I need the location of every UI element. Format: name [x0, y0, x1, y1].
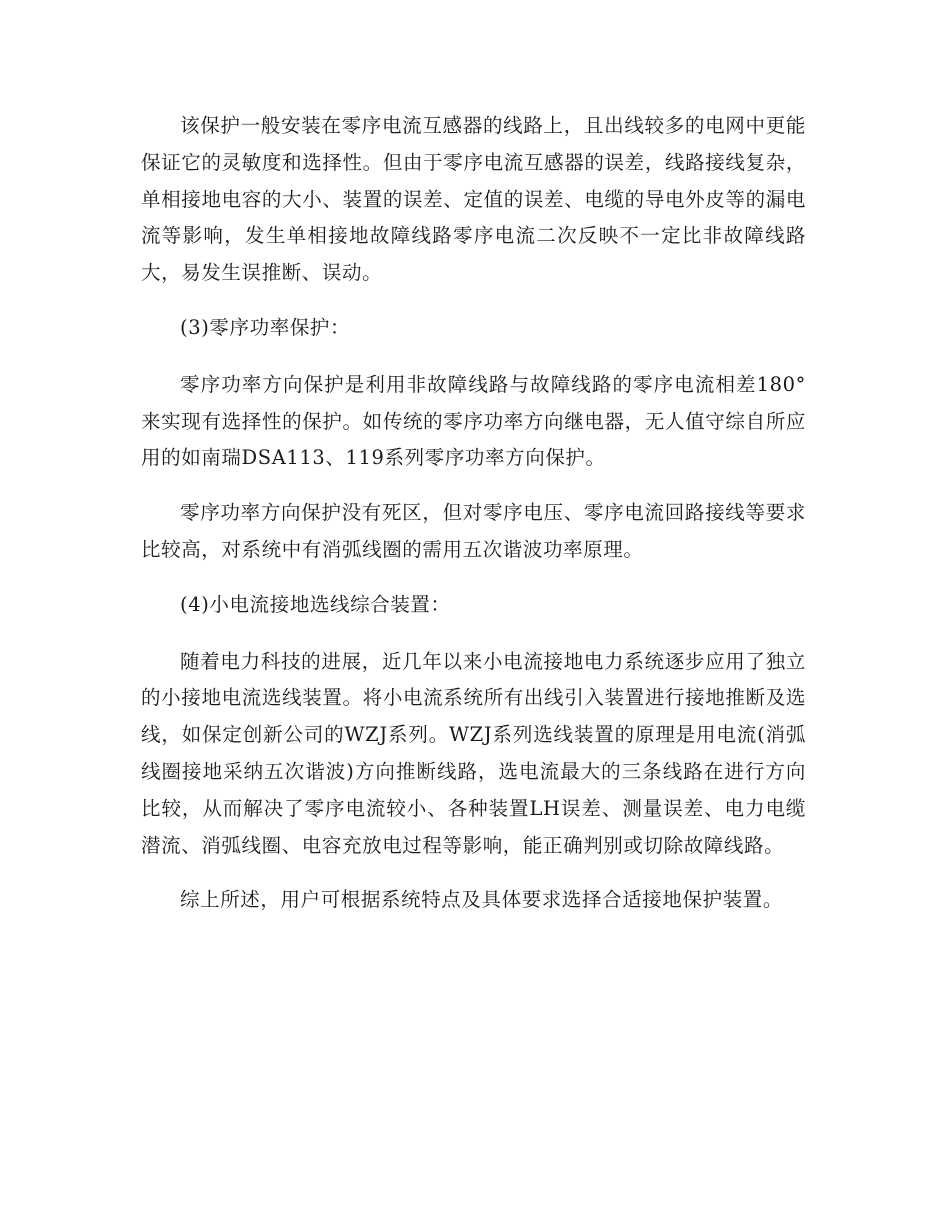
heading-line-selection-device: (4)小电流接地选线综合装置： — [180, 592, 451, 616]
paragraph-summary: 综上所述，用户可根据系统特点及具体要求选择合适接地保护装置。 — [180, 888, 784, 912]
paragraph-zero-sequence-current-protection: 该保护一般安装在零序电流互感器的线路上，且出线较多的电网中更能保证它的灵敏度和选择性。但由于零序电流互感器的误差，线路接线复杂，单相接地电容的大小、装置的误差、定值的误差、电缆的导电外皮等的漏电流等影响，发生单相接地故障线路零序电流二次反映不一定比非故障线路大，易发生误推断、误动。 — [141, 114, 806, 285]
paragraph-power-direction-requirements: 零序功率方向保护没有死区，但对零序电压、零序电流回路接线等要求比较高，对系统中有消弧线圈的需用五次谐波功率原理。 — [141, 501, 806, 561]
paragraph-line-selection-device: 随着电力科技的进展，近几年以来小电流接地电力系统逐步应用了独立的小接地电流选线装置。将小电流系统所有出线引入装置进行接地推断及选线，如保定创新公司的WZJ系列。WZJ系列选线装置的原理是用电流(消弧线圈接地采纳五次谐波)方向推断线路，选电流最大的三条线路在进行方向比较，从而解决了零序电流较小、各种装置LH误差、测量误差、电力电缆潜流、消弧线圈、电容充放电过程等影响，能正确判别或切除故障线路。 — [141, 649, 806, 857]
heading-zero-sequence-power-protection: (3)零序功率保护： — [180, 315, 351, 339]
paragraph-power-direction-principle: 零序功率方向保护是利用非故障线路与故障线路的零序电流相差180°来实现有选择性的保护。如传统的零序功率方向继电器，无人值守综自所应用的如南瑞DSA113、119系列零序功率方向保护。 — [141, 372, 806, 470]
document-body — [141, 108, 806, 937]
